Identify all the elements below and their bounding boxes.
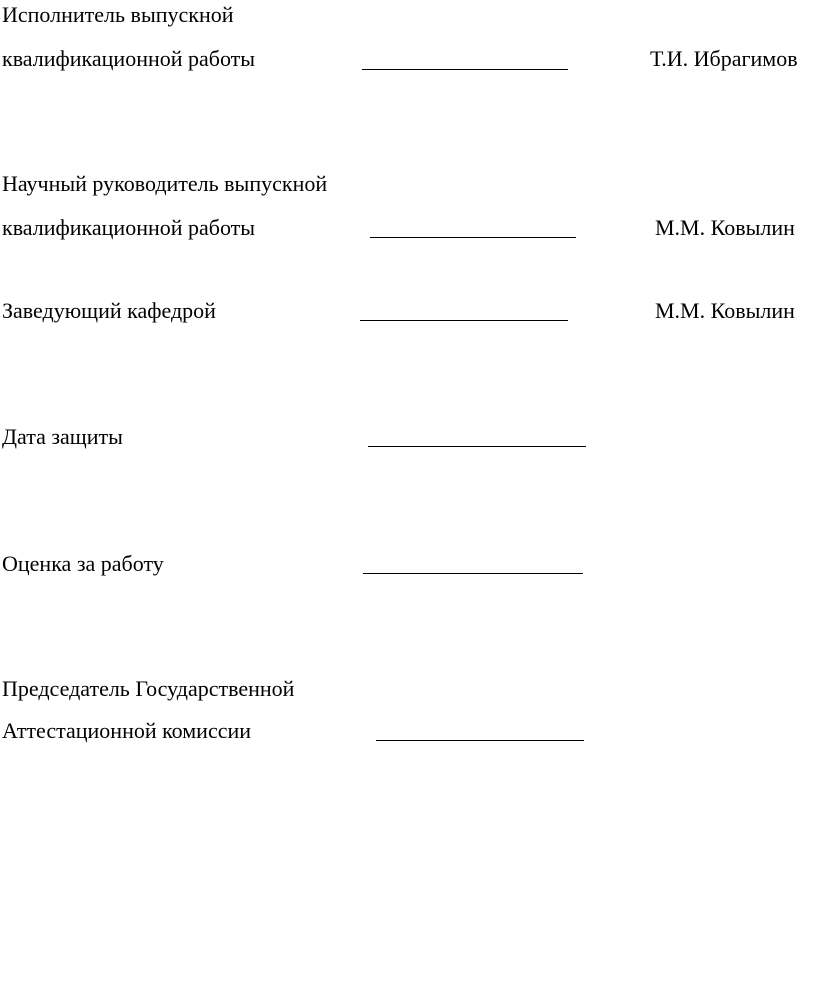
performer-name: Т.И. Ибрагимов bbox=[650, 46, 798, 71]
head-of-department-signature-line bbox=[360, 320, 568, 321]
performer-signature-line bbox=[362, 69, 568, 70]
commission-chair-label-line2: Аттестационной комиссии bbox=[2, 718, 252, 743]
defense-date-label: Дата защиты bbox=[2, 424, 123, 449]
defense-date-line bbox=[368, 446, 586, 447]
supervisor-signature-line bbox=[370, 237, 576, 238]
supervisor-name: М.М. Ковылин bbox=[655, 215, 795, 240]
performer-label-line1: Исполнитель выпускной bbox=[2, 2, 234, 27]
supervisor-label-line2: квалификационной работы bbox=[2, 215, 256, 240]
performer-label-line2: квалификационной работы bbox=[2, 46, 256, 71]
commission-chair-signature-line bbox=[376, 740, 584, 741]
grade-line bbox=[363, 573, 583, 574]
commission-chair-label-line1: Председатель Государственной bbox=[2, 676, 295, 701]
head-of-department-name: М.М. Ковылин bbox=[655, 298, 795, 323]
head-of-department-label: Заведующий кафедрой bbox=[2, 298, 216, 323]
supervisor-label-line1: Научный руководитель выпускной bbox=[2, 171, 328, 196]
grade-label: Оценка за работу bbox=[2, 551, 164, 576]
